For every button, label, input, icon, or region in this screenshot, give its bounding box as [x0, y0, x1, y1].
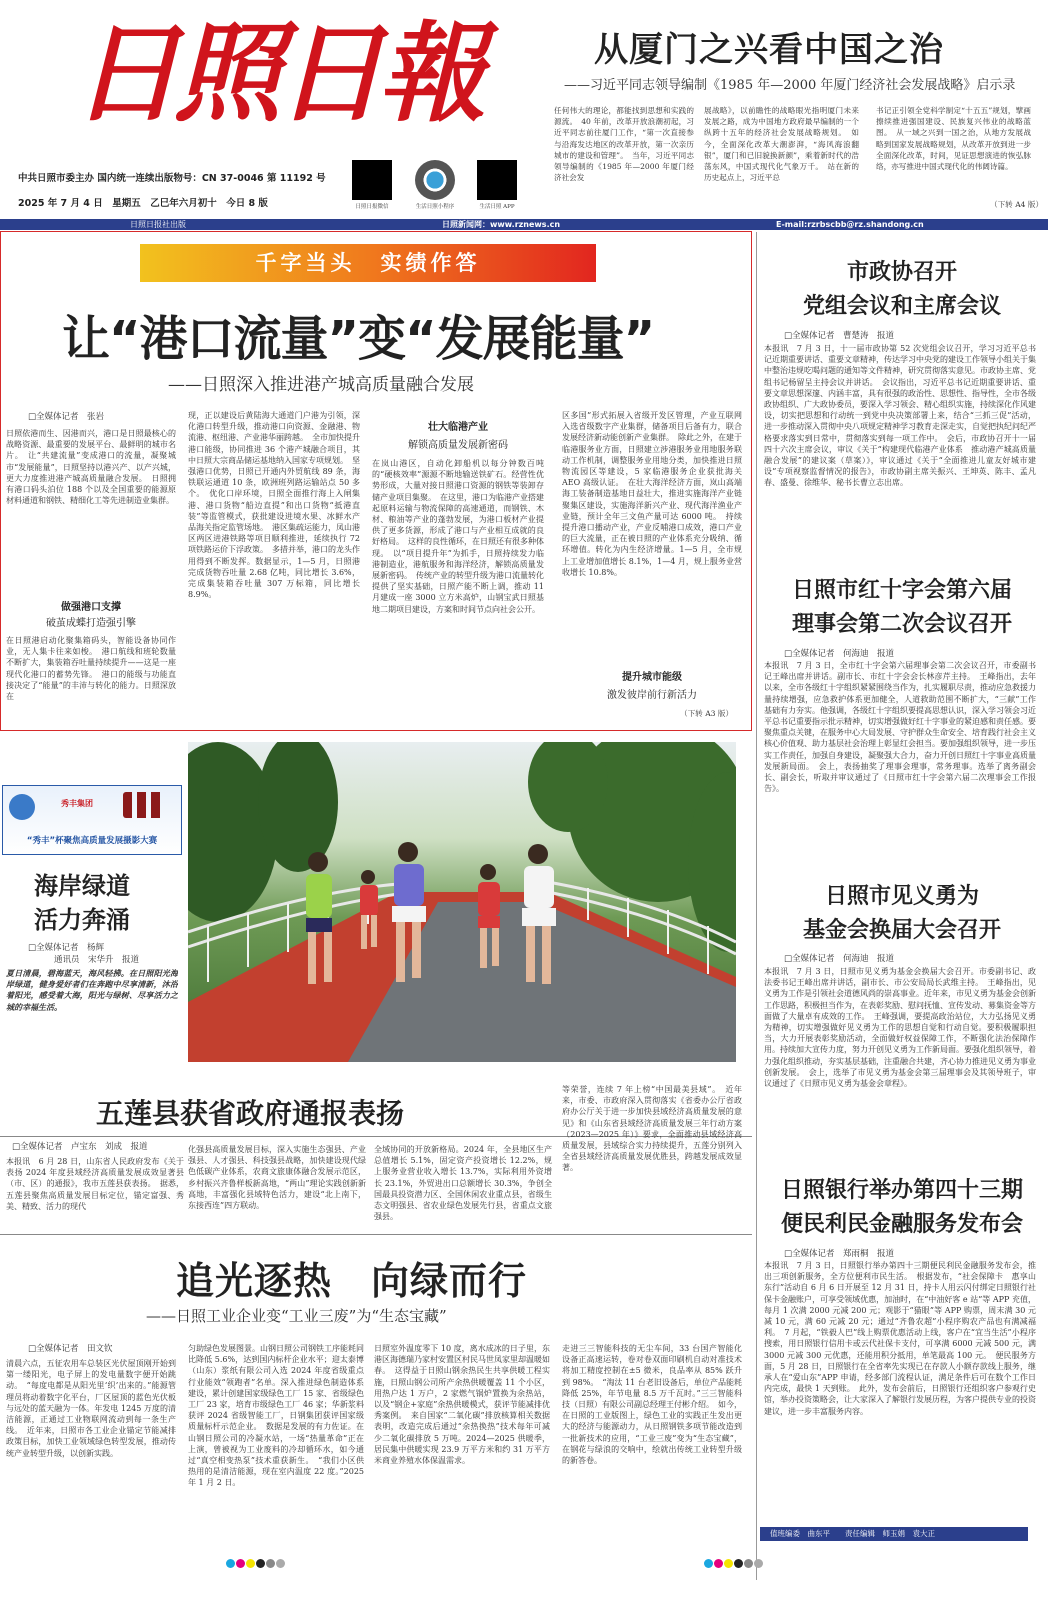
- qr-app[interactable]: [472, 160, 522, 210]
- strip-email[interactable]: E-mail:rzrbscbb@rz.shandong.cn: [776, 220, 924, 229]
- strip-website[interactable]: 日照新闻网：www.rznews.cn: [442, 220, 561, 229]
- ad-text: “秀丰”杯聚焦高质量发展摄影大赛: [26, 836, 158, 846]
- byline-text: 通讯员 宋华升 报道: [54, 955, 140, 965]
- lead-col1a: 日照依港而生、因港而兴，港口是日照最核心的战略资源、最重要的发展平台、最鲜明的城市名片。 让“共建流量”变成港口的流量，凝聚城市“发展能量”，日照坚持以港兴产、以产兴城，更大力度推进港产城高质量融合发展。 日照拥有港口码头泊位 188 个以及全国重要的能源原材料通道和钢铁、精细化工等先进制造业集群。: [6, 429, 176, 506]
- runners-photo: [188, 742, 736, 1062]
- wulian-col3: 全域协同的开放新格局。2024 年，全县地区生产总值增长 5.1%，固定资产投资增长 12.2%，规上服务业营业收入增长 13.7%，实际利用外资增长 23.1%，外贸进出口总额增长 30.3%，争创全国最具投资潜力区、全国休闲农业重点县，省级生态文明强县、省农业绿色发展先行县，省重点文旅强县。: [374, 1145, 552, 1222]
- industry-headline: 追光逐热 向绿而行: [176, 1259, 528, 1303]
- right-s4-title: 日照银行举办第四十三期 便民利民金融服务发布会: [780, 1178, 1023, 1237]
- photo-illustration: [188, 742, 736, 1062]
- byline-text: 全媒体记者 何海迪 报道: [792, 649, 895, 659]
- camera-icon: [9, 794, 35, 820]
- right-s1-title: 市政协召开 党组会议和主席会议: [802, 260, 1001, 319]
- photo-feature-byline: □全媒体记者 杨辉 通讯员 宋华升 报道: [28, 943, 140, 965]
- industry-subhead: ——日照工业企业变“工业三废”为“生态宝藏”: [146, 1307, 447, 1325]
- newspaper-logo: 日照日報: [72, 11, 481, 137]
- qr-miniprogram[interactable]: [410, 160, 460, 210]
- lead-banner: [140, 244, 596, 282]
- masthead: [0, 0, 1048, 232]
- industry-divider: [0, 1234, 752, 1235]
- right-s1-text: 本报讯 7 月 3 日，十一届市政协第 52 次党组会议召开，学习习近平总书记近期重要讲话、重要文章精神，传达学习中央党的建设工作领导小组关于集中整治违规吃喝问题的通知等文件精神，研究贯彻落实意见。市政协主席、党组书记杨留呈主持会议并讲话。 会议指出，习近平总书记近期重要讲话、重要文章思想深邃、内涵丰富，具有很强的政治性、思想性、指导性，全市各级政协组织、广大政协委员，要深入学习领会、精心组织实施，持续深化作风建设，切实把思想和行动统一到党中央决策部署上来，结合“三抓三促”活动，进一步推动深入贯彻中央八项规定精神学习教育走深走实，自觉把执纪问纪严格要求落实到日常中，贯彻落实到每一项工作中。 会后，市政协召开十一届四十六次主席会议，审议《关于“构建现代临港产业体系 推动港产城高质量融合发展”的建议案（草案）》，审议通过《关于“全面推进儿童友好城市建设”专项视察监督情况的报告》，市政协副主席关振兴、王坤英、陈丰、孟凡春、盛曼、徐维华、秘书长曹立志出席。: [764, 344, 1036, 488]
- qr-code-icon: [352, 160, 392, 200]
- industry-col4: 走进三三智能科技的无尘车间，33 台国产智能化设备正高速运转，卷对卷双面印刷机自动对准技术将加工精度控制在±5 微米，良品率从 85% 跃升到 98%。 “淘汰 11 台老旧设备后，单位产品能耗降低 25%，年节电量 8.5 万千瓦时。”三三智能科技（日照）有限公司副总经理王付彬介绍。 如今，在日照的工业版图上，绿色工业的实践正生发出更大的经济与能源动力，从日照钢铁多项节能改造到一批新技术的应用，“工业三废”变为“生态宝藏”，在钢花与绿浪的交响中，绘就出传统工业转型升级的新答卷。: [562, 1344, 742, 1466]
- right-s3-title: 日照市见义勇为 基金会换届大会召开: [802, 884, 1001, 943]
- qr-label: 生活日照 APP: [479, 204, 515, 210]
- byline-text: 全媒体记者 何海迪 报道: [792, 954, 895, 964]
- lead-sec2-sub: 解锁高质量发展新密码: [408, 440, 508, 451]
- issue-number: 第 11192 号: [266, 173, 326, 184]
- wulian-byline: □全媒体记者 卢宝东 刘成 报道: [12, 1142, 148, 1152]
- right-column-rule: [756, 232, 757, 1580]
- right-s4-text: 本报讯 7 月 3 日，日照银行举办第四十三期便民利民金融服务发布会，推出三项创新服务，全方位便利市民生活。 根据发布，“社会保障卡 惠享山东行”活动自 6 月 6 日开展至 12 月 31 日，持卡人用云闪付绑定日照银行社保卡金融账户，可享受领域优惠，加油时，在“中油好客 e 站”等 APP 充值，每月 1 次满 2000 元减 200 元；观影于“猫眼”等 APP 购票，周末满 30 元减 10 元，满 60 元减 20 元；通过“齐鲁农超”小程序购农产品也有满减福利。 7 月起，“铁毅人巴”线上购票优惠活动上线，客户在“宜当生活”小程序搜索，用日照银行信用卡或云代社保卡支付，可享满 6000 元减 500 元，满 3000 元减 300 元优惠，还能用积分抵用，单笔最高 100 元。 便民服务方面，5 月 28 日，日照银行在全省率先实现已在存款人小额存款线上服务，继承人在“爱山东”APP 申请，经多部门流程认证，满足条件后可在数个工作日内完成，最快 1 天到账。 此外，发布会前后，日照银行还组织客户参观行史馆，举办投资策略会，让大家深入了解银行发展历程，为客户提供专业的投资建议，进一步丰富服务内容。: [764, 1261, 1036, 1416]
- right-s4-byline: □全媒体记者 郑雨桐 报道: [784, 1249, 895, 1259]
- publisher: 中共日照市委主办: [18, 173, 95, 184]
- photo-caption: 夏日清晨，碧海蓝天，海风轻拂。在日照阳光海岸绿道，健身爱好者们在奔跑中尽享清新，沐浴着阳光，感受着大海，阳光与绿树、尽享活力之城的幸福生活。: [6, 968, 178, 1012]
- lead-jump[interactable]: （下转 A3 版）: [680, 709, 734, 718]
- industry-col2: 匀助绿色发展图景。山钢日照公司钢铁工序能耗同比降低 5.6%，达到国内标杆企业水平；迎太泰博（山东）浆纸有限公司入选 2024 年度省级重点行业能效“领跑者”名单。深入推进绿色制造体系建设，累计创建国家级绿色工厂 15 家、省级绿色工厂 23 家，培育市级绿色工厂 46 家；华新浆料获评 2024 省级智能工厂，日钢集团获评国家级质量标杆示范企业。 数据是发展的有力佐证。在山钢日照公司的冷凝水站，一场“热量革命”正在上演，曾被视为工业废料的冷却循环水，如今通过“真空相变热泵”技术重获新生。 “我们小区供热用的是清洁能源，现在室内温度 22 度。”2025 年 1 月 2 日。: [188, 1344, 364, 1488]
- footer-bar: [760, 1527, 1028, 1541]
- photo-feature-title2: 活力奔涌: [34, 906, 130, 934]
- wulian-title: 五莲县获省政府通报表扬: [96, 1097, 405, 1130]
- photo-feature-title1: 海岸绿道: [34, 872, 130, 900]
- photo-contest-ad[interactable]: [2, 785, 182, 855]
- lead-sec2-title: 壮大临港产业: [428, 422, 488, 433]
- industry-col1: 清晨六点，五征农用车总装区光伏屋顶刚开始到第一缕阳光，电子屏上的发电量数字便开始跳动。 “每度电都是从阳光里‘织’出来的。”能源管理员将动着数字化平台，厂区屋顶的蓝色光伏板与远处的蓝天融为一体。年发电 1245 万度的清洁能源，正通过工业物联网流动到每一条生产线。 近年来，日照市各工业企业锚定节能减排政策目标，加快工业领域绿色转型发展，推动传统产业转型升级，以创新实践。: [6, 1359, 176, 1458]
- right-s2-text: 本报讯 7 月 3 日，全市红十字会第六届理事会第二次会议召开，市委副书记王峰出席并讲话。副市长、市红十字会会长林彦芹主持。 王峰指出，去年以来，全市各级红十字组织紧紧围绕当作为，扎实履职尽责，推动应急救援力量持续增强，应急救护体系更加健全，人道救助范围不断扩大，“三献”工作基础有力夯实。他强调，各级红十字组织要提高思想认识，深入学习领会习近平总书记重要指示批示精神，切实增强做好红十字事业的紧迫感和责任感。要聚焦重点关键，在服务中心大局发展、守护群众生命安全、培育践行社会主义核心价值观、助力基层社会治理上彰显红会担当。要加强组织领导，进一步压实工作责任，加强自身建设，凝聚强大合力，奋力开创日照红十字事业高质量发展新局面。 会上，表扬抽奖了理事会理事，常务理事。选举了离务副会长、副会长，听取并审议通过了《日照市红十字会第六届二次理事会工作报告》。: [764, 661, 1036, 794]
- lead-sec3-title: 提升城市能级: [622, 672, 682, 683]
- color-registration-left: [226, 1553, 286, 1572]
- top-story-jump[interactable]: （下转 A4 版）: [990, 200, 1044, 209]
- ad-brand: 秀丰集团: [61, 799, 93, 808]
- right-s1-byline: □全媒体记者 曹楚涛 报道: [784, 331, 895, 341]
- right-s3-byline: □全媒体记者 何海迪 报道: [784, 954, 895, 964]
- miniprogram-icon: [415, 160, 455, 200]
- banner-text: 千字当头 实绩作答: [255, 251, 481, 275]
- byline-text: 全媒体记者 卢宝东 刘成 报道: [20, 1142, 148, 1152]
- lead-col4a: 区多国”形式拓展入省级开发区管理，产业互联网入选省级数字产业集群，储备项目后备有力，联合发展经济新动能创新产业集群。 除此之外，在建于临港服务业方面，日照建立涉港服务业用地服务联动工作机制，调整服务业用地分类，加快推进日照物流园区等建设，5 家临港服务企业获批海关 AEO 高级认证。 在壮大海洋经济方面，岚山高端海工装备制造基地日益壮大，推进实施海洋产业链聚集区建设，实施海洋新兴产业、现代海洋渔业产业链，预计全年三文鱼产量可达 6000 吨。 持续提升港口播动产业，产业反哺港口成效，港口产业的巨大流量，正在被日照的产业体系充分吸纳、循环增值。转化为内生经济增量。1—5 月，全市规上工业增加值增长 8.1%，1—4 月，规上服务业营收增长 10.8%。: [562, 411, 742, 577]
- top-story-subtitle: ——习近平同志领导编制《1985 年—2000 年厦门经济社会发展战略》启示录: [564, 78, 1016, 93]
- bottle-icon: [123, 792, 163, 818]
- footer-editors: 值班编委 曲东平 责任编辑 师玉娟 袁大正: [770, 1529, 935, 1538]
- right-s3-text: 本报讯 7 月 3 日，日照市见义勇为基金会换届大会召开。市委副书记、政法委书记王峰出席并讲话，副市长、市公安局局长武维主持。 王峰指出，见义勇为工作是引领社会道德风尚的崇高事业。近年来，市见义勇为基金会创新工作思路，积极担当作为，在表彰奖励、慰问抚恤、宣传发动、募集资金等方面做了大量卓有成效的工作。 王峰强调，要提高政治站位，大力弘扬见义勇为精神，切实增强做好见义勇为工作的思想自觉和行动自觉。要积极履职担当，大力开展表彰奖励活动，全面做好权益保障工作，不断强化法治保障作用。持续加大宣传力度，努力开创见义勇为工作新局面。要强化组织领导，着力强化组织推动，夯实基层基础，注重融合共建，齐心协力推进见义勇为事业创新发展。 会上，选举了市见义勇为基金会第三届理事会及其领导班子，审议通过了《日照市见义勇为基金会章程》。: [764, 967, 1036, 1089]
- byline-text: 全媒体记者 张岩: [36, 412, 105, 422]
- color-registration-right: [704, 1553, 764, 1572]
- date-line: 2025 年 7 月 4 日 星期五 乙巳年六月初十 今日 8 版: [18, 198, 268, 209]
- qr-label: 日照日报微信: [355, 204, 389, 210]
- wulian-col4: 等荣誉，连续 7 年上榜“中国最美县域”。 近年来，市委、市政府深入贯彻落实《省委办公厅省政府办公厅关于进一步加快县域经济高质量发展的意见》和《山东省县域经济高质量发展三年行动方案（2023—2025 年）》要求，全面推动县域经济高质量发展，县域综合实力持续提升，五莲分别列入全省县域经济高质量发展优胜县，跨越发展成效显著。: [562, 1085, 742, 1173]
- byline-text: 全媒体记者 田文钦: [36, 1344, 113, 1354]
- top-story-col1: 任何伟大的理论，都能找到思想和实践的源流。 40 年前，改革开放浪潮初起，习近平同志前往厦门工作，“第一次直接参与沿海发达地区的改革开放，第一次亲历城市的建设和管理”。 当年，习近平同志领导编制的《1985 年—2000 年厦门经济社会发: [554, 106, 694, 183]
- industry-byline: □全媒体记者 田文钦: [28, 1344, 113, 1354]
- lead-col3: 在岚山港区，自动化卸船机以每分钟数百吨的“硬核效率”源源不断地输送铁矿石。经营性优势形成，大量对接日照港口资源的钢铁等装卸存储产业项目集聚。 在这里，港口为临港产业搭建起原料运输与物流保障的高速通道，而钢铁、木材、粮油等产业的蓬勃发展，为港口板材产业提供了更多货源，形成了港口与产业相互成就的良好格局。 这样的良性循环，在日照还有很多种体现。 以“项目提升年”为抓手，日照持续发力临港制造业，港航服务和海洋经济，解锁高质量发展新密码。 传统产业的转型升级为港口流量转化提供了坚实基础，日照产能不断上调，推动 11 月建成一座 3000 立方米高炉，山钢宝武日照基地二期项目建设，方案和时间节点向社会公开。: [372, 459, 544, 614]
- lead-col2: 现，正以建设后黄陆海大通道门户港为引领，深化港口转型升级，推动港口向资源、金融港、物流港、枢纽港、产业港华丽跨越。 全市加快提升港口能级，协同推进 36 个港产城融合项目，其中日照大宗商品储运基地纳入国家专项规划。 坚强港口优势，日照已开通内外贸航线 89 条，海铁联运通道 10 条，欧洲班列路运输站点 50 多个。 优化口岸环境，日照全面推行海上入闸集港、港口货物“船边直提”和出口货物“抵港直装”等监管模式，获批建设进境水果、冰鲜水产品海关指定监管场地。 港区集疏运能力，凤山港区两区进港铁路等项目顺利推进，延续执行 72 项铁路运价下浮政策。 多措并举，港口的龙头作用得到不断发挥。数据显示，1—5 月，日照港完成货物吞吐量 2.68 亿吨，同比增长 3.6%，完成集装箱吞吐量 307 万标箱，同比增长 8.9%。: [188, 411, 360, 600]
- lead-sec1-sub: 破茧成蝶打造强引擎: [46, 618, 136, 629]
- lead-subhead: ——日照深入推进港产城高质量融合发展: [168, 375, 474, 395]
- lead-col1b: 在日照港启动化聚集箱码头，智能设备协同作业，无人集卡往来如梭。 港口航线和班轮数量不断扩大，集装箱吞吐量持续提升——这是一座现代化港口的蓄势先锋。 港口的能级与功能直接决定了“能量”的丰沛与转化的能力。日照深放在: [6, 636, 176, 702]
- top-story-col2: 展战略》，以前瞻性的战略眼光指明厦门未来发展之路，成为中国地方政府最早编制的一个纵跨十五年的经济社会发展战略规划。 如今，全面深化改革大潮澎湃，“海风海浪翻银”，厦门和已旧貌换新颜”，乘着新时代的浩荡东风，中国式现代化气象万千。 站在新的历史起点上，习近平总: [704, 106, 859, 183]
- qr-wechat[interactable]: [350, 160, 394, 210]
- qr-label: 生活日照小程序: [415, 204, 455, 210]
- industry-col3: 日照室外温度零下 10 度，离水成冰的日子里，东港区海德瑞乃家村安置区村民马世凤家里却温暖如春。 这得益于日照山钢余热民生共享供暖工程实施，日照山钢公司所产余热供暖覆盖 11 个小区，用热户达 1 万户，2 家燃气锅炉置换为余热站，以及“钢企+家庭”余热供暖模式，获评节能减排优秀案例。 来自国家“二氧化碳”排放核算相关数据表明，改造完成后通过“余热换热”技术每年可减少二氧化碳排放 5 万吨。2024—2025 供暖季，居民集中供暖实现 23.9 万平方米和约 31 万平方米商业养殖水体保温需求。: [374, 1344, 550, 1466]
- qr-code-icon: [477, 160, 517, 200]
- byline-text: 全媒体记者 曹楚涛 报道: [792, 331, 895, 341]
- wulian-col2: 化强县高质量发展目标，深入实施生态强县、产业强县、人才强县、科技强县战略，加快建设现代绿色低碳产业体系，农商文旅康体融合发展示范区，乡村振兴齐鲁样板新高地，“两山”理论实践创新新高地，丰富强化县域特色活力，建设“北上南下，东接西连”四方联动。: [188, 1145, 366, 1211]
- top-story-col3: 书记正引领全党科学制定“十五五”规划，擘画擦续推进强国建设、民族复兴伟业的战略蓝图。 从一域之兴到一国之治，从地方发展战略到国家发展战略规划，从改革开放到进一步全面深化改革，时间，见证思想演进的恢弘脉络，亦写推进中国式现代化的伟阔诗篇。: [876, 106, 1031, 172]
- strip-publisher: 日照日报社出版: [130, 220, 186, 229]
- right-s2-title: 日照市红十字会第六届 理事会第二次会议召开: [791, 578, 1012, 637]
- right-s2-byline: □全媒体记者 何海迪 报道: [784, 649, 895, 659]
- lead-sec3-sub: 激发彼岸前行新活力: [607, 690, 697, 701]
- byline-text: 全媒体记者 郑雨桐 报道: [792, 1249, 895, 1259]
- top-story-title: 从厦门之兴看中国之治: [594, 30, 944, 70]
- cn-number: 国内统一连续出版物号：CN 37-0046: [97, 173, 264, 184]
- publisher-line: [18, 170, 326, 184]
- wulian-col1: 本报讯 6 月 28 日，山东省人民政府发布《关于表扬 2024 年度县域经济高质量发展成效显著县（市、区）的通报》，我市五莲县获表扬。 据悉，五莲县聚焦高质量发展目标定位，锚定富强、秀美、精致、活力的现代: [6, 1157, 184, 1211]
- lead-sec1-title: 做强港口支撑: [61, 602, 121, 613]
- byline-text: 全媒体记者 杨辉: [36, 943, 105, 953]
- lead-headline: 让“港口流量”变“发展能量”: [62, 311, 655, 367]
- lead-byline: □全媒体记者 张岩: [28, 412, 105, 422]
